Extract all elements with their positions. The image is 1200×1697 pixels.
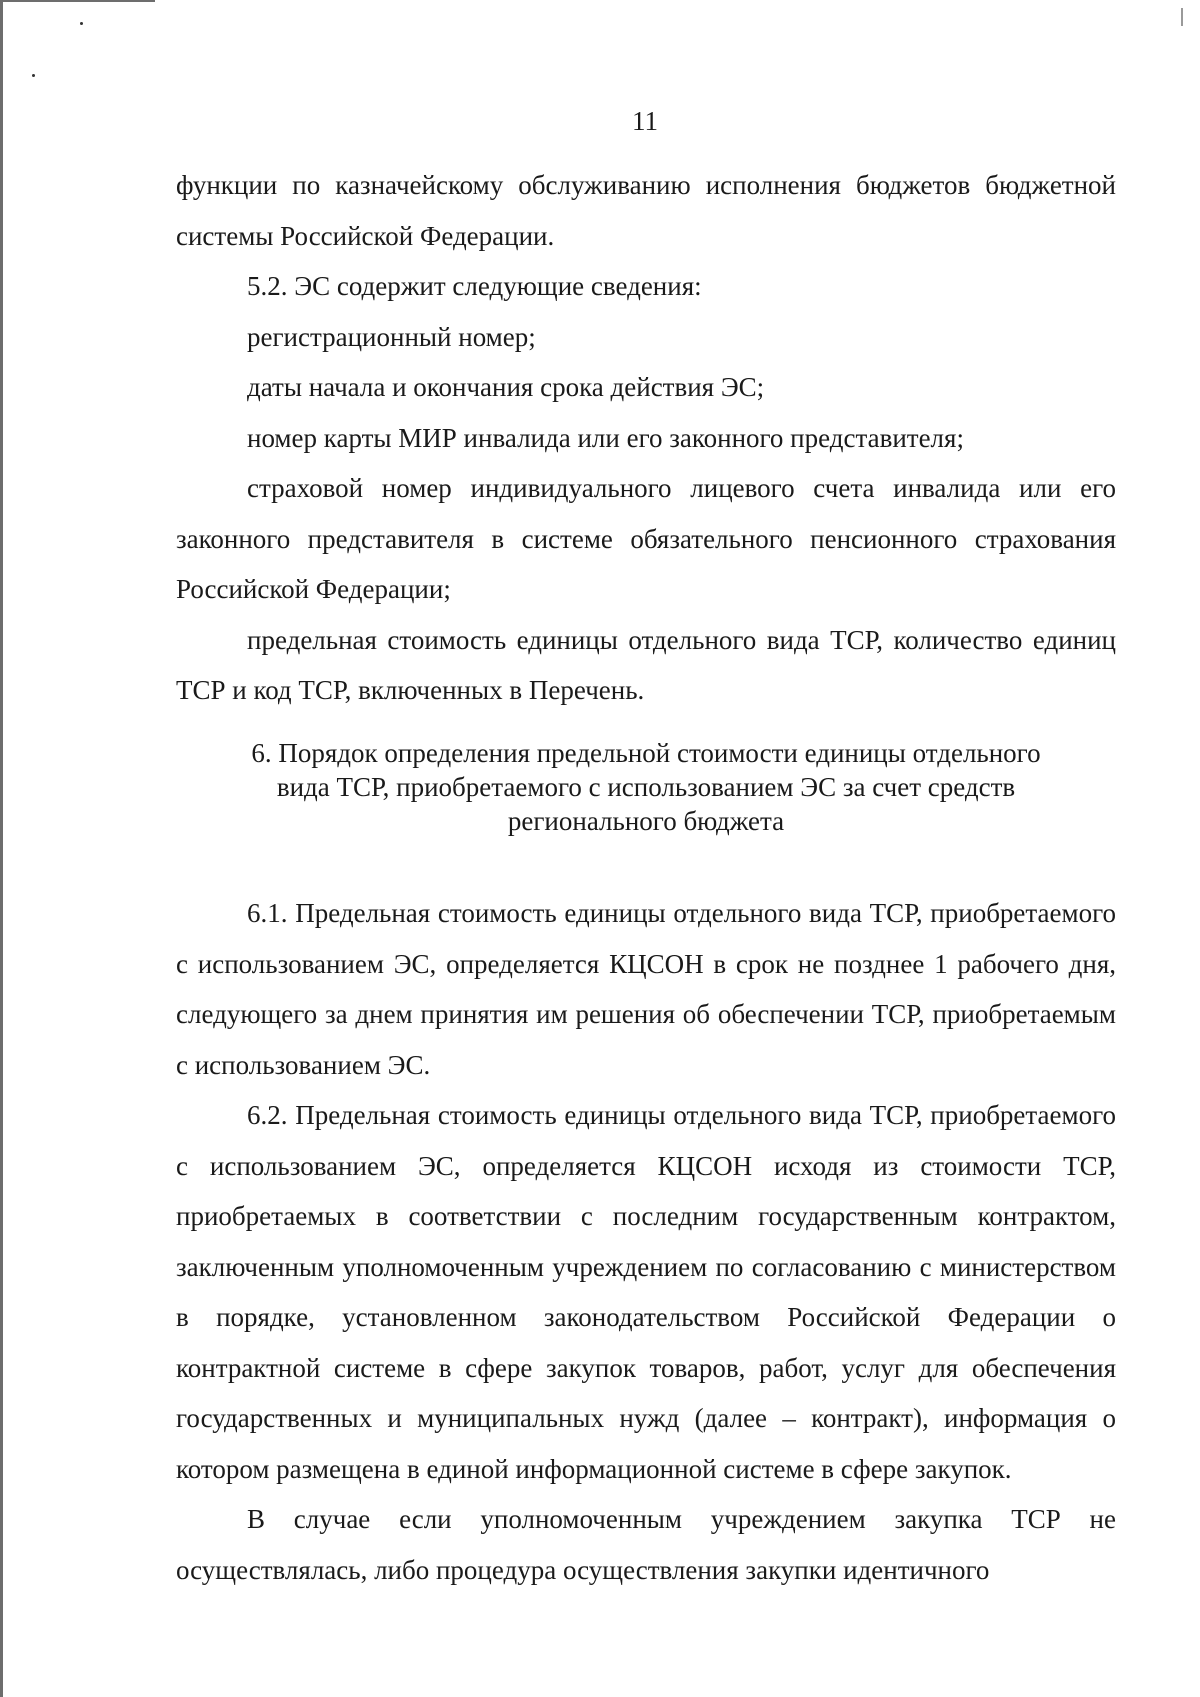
scan-right-mark [1181, 8, 1183, 26]
paragraph-5-2: 5.2. ЭС содержит следующие сведения: [247, 271, 702, 301]
list-item-validity-dates: даты начала и окончания срока действия ЭС; [247, 372, 765, 402]
scan-top-edge [0, 0, 155, 2]
page-number: 11 [632, 106, 658, 136]
scan-speck [32, 74, 35, 77]
body-text-block-1 [176, 160, 1116, 716]
paragraph-continuation: функции по казначейскому обслуживанию исполнения бюджетов бюджетной системы Российской Федерации. [176, 170, 1116, 251]
list-item-snils: страховой номер индивидуального лицевого счета инвалида или его законного представителя в системе обязательного пенсионного страхования Российской Федерации; [176, 473, 1116, 604]
heading-line: вида ТСР, приобретаемого с использованием ЭС за счет средств [276, 772, 1016, 802]
paragraph-if-no-purchase: В случае если уполномоченным учреждением закупка ТСР не осуществлялась, либо процедура осуществления закупки идентичного [176, 1504, 1116, 1585]
section-heading-6 [176, 736, 1116, 838]
scan-speck [80, 22, 83, 25]
heading-line: 6. Порядок определения предельной стоимости единицы отдельного [251, 738, 1041, 768]
scan-left-edge [0, 0, 3, 1697]
list-item-max-cost: предельная стоимость единицы отдельного вида ТСР, количество единиц ТСР и код ТСР, включенных в Перечень. [176, 624, 1116, 705]
paragraph-6-1: 6.1. Предельная стоимость единицы отдельного вида ТСР, приобретаемого с использованием ЭС, определяется КЦСОН в срок не позднее 1 рабочего дня, следующего за днем принятия им решения об обеспечении ТСР, приобретаемым с использованием ЭС. [176, 898, 1116, 1080]
list-item-mir-card: номер карты МИР инвалида или его законного представителя; [247, 422, 964, 453]
paragraph-6-2: 6.2. Предельная стоимость единицы отдельного вида ТСР, приобретаемого с использованием ЭС, определяется КЦСОН исходя из стоимости ТСР, приобретаемых в соответствии с последним государственным контрактом, заключенным уполномоченным учреждением по согласованию с министерством в порядке, установленном законодательством Российской Федерации о контрактной системе в сфере закупок товаров, работ, услуг для обеспечения государственных и муниципальных нужд (далее – контракт), информация о котором размещена в единой информационной системе в сфере закупок. [176, 1100, 1116, 1484]
body-text-block-2 [176, 888, 1116, 1595]
list-item-registration-number: регистрационный номер; [247, 321, 536, 352]
heading-line: регионального бюджета [507, 806, 785, 836]
